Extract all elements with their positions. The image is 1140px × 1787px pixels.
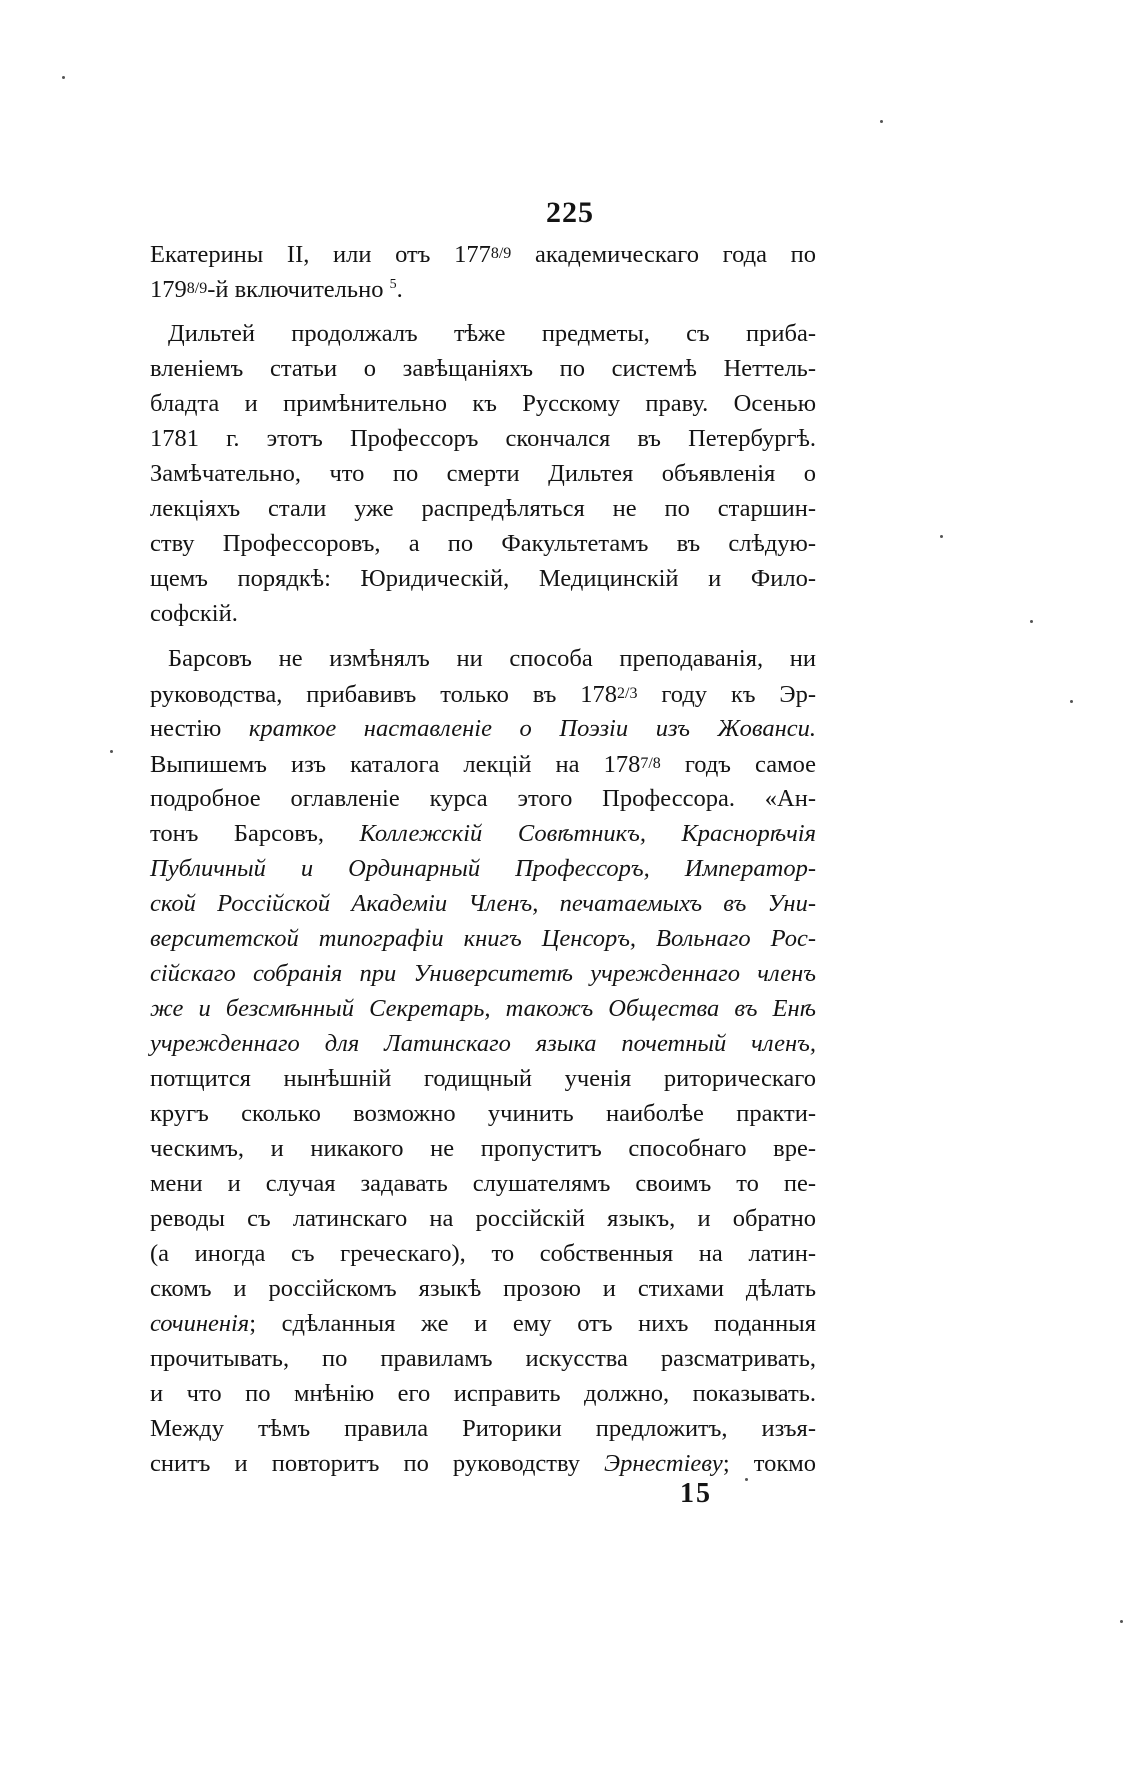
text-line <box>150 316 816 351</box>
text-segment: учрежденнаго для Латинскаго языка почетный членъ, <box>150 1030 816 1057</box>
text-segment: . <box>396 276 403 303</box>
page-speck <box>1070 700 1073 703</box>
text-line <box>150 596 816 631</box>
text-line <box>150 236 816 271</box>
text-segment: Выпишемъ изъ каталога лекцій на 178 <box>150 751 641 778</box>
text-segment: 179 <box>150 276 187 303</box>
text-segment: сійскаго собранія при Университетѣ учрежденнаго членъ <box>150 960 816 987</box>
text-line <box>150 1341 816 1376</box>
text-line <box>150 1061 816 1096</box>
text-line <box>150 561 816 596</box>
text-segment: Публичный и Ординарный Профессоръ, Император- <box>150 855 816 882</box>
page-speck <box>1120 1620 1123 1623</box>
text-line <box>150 886 816 921</box>
text-segment: году къ Эр- <box>637 681 816 708</box>
text-segment: (а иногда съ греческаго), то собственныя на латин- <box>150 1240 816 1267</box>
text-line <box>150 816 816 851</box>
text-line <box>150 1026 816 1061</box>
text-segment: академическаго года по <box>511 241 816 268</box>
text-segment: потщится нынѣшній годищный ученія риторическаго <box>150 1065 816 1092</box>
text-line <box>150 956 816 991</box>
page-number: 225 <box>546 196 594 229</box>
text-segment: Коллежскій Совѣтникъ, Краснорѣчія <box>359 820 816 847</box>
text-line <box>150 351 816 386</box>
text-line <box>150 526 816 561</box>
text-segment: ческимъ, и никакого не пропуститъ способнаго вре- <box>150 1135 816 1162</box>
text-segment: тонъ Барсовъ, <box>150 820 360 847</box>
text-line <box>150 1166 816 1201</box>
text-segment: 5 <box>389 276 397 292</box>
text-line <box>150 271 816 306</box>
text-segment: сочиненія <box>150 1310 250 1337</box>
text-segment: Эрнестіеву <box>604 1450 723 1477</box>
text-line <box>150 421 816 456</box>
text-line <box>150 921 816 956</box>
text-line <box>150 1376 816 1411</box>
text-line <box>150 1446 816 1481</box>
text-segment: Между тѣмъ правила Риторики предложитъ, изъя- <box>150 1415 816 1442</box>
text-line <box>150 1271 816 1306</box>
text-line <box>150 641 816 676</box>
page-speck <box>880 120 883 123</box>
text-segment: и что по мнѣнію его исправить должно, показывать. <box>150 1380 816 1407</box>
signature-mark: 15 <box>680 1478 712 1509</box>
body-text <box>150 236 816 1481</box>
text-line <box>150 1306 816 1341</box>
text-segment: -й включительно <box>207 276 390 303</box>
text-segment: Барсовъ не измѣнялъ ни способа преподаванія, ни <box>168 645 816 672</box>
text-segment: ; сдѣланныя же и ему отъ нихъ поданныя <box>249 1310 816 1337</box>
text-line <box>150 781 816 816</box>
page-speck <box>745 1478 748 1481</box>
text-segment: 1781 г. этотъ Профессоръ скончался въ Петербургѣ. <box>150 425 816 452</box>
text-segment: бладта и примѣнительно къ Русскому праву. Осенью <box>150 390 816 417</box>
text-segment: краткое наставленіе о Поэзіи изъ Жованси. <box>248 715 816 742</box>
text-segment: снитъ и повторитъ по руководству <box>150 1450 605 1477</box>
text-segment: ской Россійской Академіи Членъ, печатаемыхъ въ Уни- <box>150 890 816 917</box>
text-segment: ; токмо <box>722 1450 816 1477</box>
text-line <box>150 991 816 1026</box>
text-segment: щемъ порядкѣ: Юридическій, Медицинскій и Фило- <box>150 565 816 592</box>
text-line <box>150 1201 816 1236</box>
text-segment: нестію <box>150 715 249 742</box>
text-segment: прочитывать, по правиламъ искусства разсматривать, <box>150 1345 816 1372</box>
text-segment: вленіемъ статьи о завѣщаніяхъ по системѣ Неттель- <box>150 355 816 382</box>
text-segment: софскій. <box>150 600 238 627</box>
text-segment: подробное оглавленіе курса этого Профессора. «Ан- <box>150 785 816 812</box>
text-segment: 7/8 <box>640 755 661 772</box>
page-speck <box>1030 620 1033 623</box>
text-segment: мени и случая задавать слушателямъ своимъ то пе- <box>150 1170 816 1197</box>
text-line <box>150 456 816 491</box>
text-segment: Екатерины II, или отъ 177 <box>150 241 491 268</box>
text-line <box>150 1096 816 1131</box>
text-segment: 2/3 <box>617 685 638 702</box>
text-line <box>150 1411 816 1446</box>
text-line <box>150 711 816 746</box>
text-line <box>150 851 816 886</box>
text-segment: верситетской типографіи книгъ Ценсоръ, Вольнаго Рос- <box>150 925 816 952</box>
page-speck <box>110 750 113 753</box>
text-segment: Замѣчательно, что по смерти Дильтея объявленія о <box>150 460 816 487</box>
text-line <box>150 1236 816 1271</box>
text-line <box>150 491 816 526</box>
text-segment: Дильтей продолжалъ тѣже предметы, съ приба- <box>168 320 816 347</box>
text-line <box>150 746 816 781</box>
text-line <box>150 1131 816 1166</box>
text-line <box>150 676 816 711</box>
text-segment: скомъ и россійскомъ языкѣ прозою и стихами дѣлать <box>150 1275 816 1302</box>
page-speck <box>940 535 943 538</box>
text-segment: ству Профессоровъ, а по Факультетамъ въ слѣдую- <box>150 530 816 557</box>
text-segment: реводы съ латинскаго на россійскій языкъ, и обратно <box>150 1205 816 1232</box>
text-segment: же и безсмѣнный Секретарь, такожъ Общества въ Енѣ <box>150 995 816 1022</box>
page-speck <box>62 76 65 79</box>
text-segment: годъ самое <box>660 751 816 778</box>
text-segment: кругъ сколько возможно учинить наиболѣе практи- <box>150 1100 816 1127</box>
text-segment: 8/9 <box>490 245 512 262</box>
text-line <box>150 386 816 421</box>
text-segment: 8/9 <box>186 280 208 297</box>
text-segment: руководства, прибавивъ только въ 178 <box>150 681 618 708</box>
text-segment: лекціяхъ стали уже распредѣляться не по старшин- <box>150 495 816 522</box>
